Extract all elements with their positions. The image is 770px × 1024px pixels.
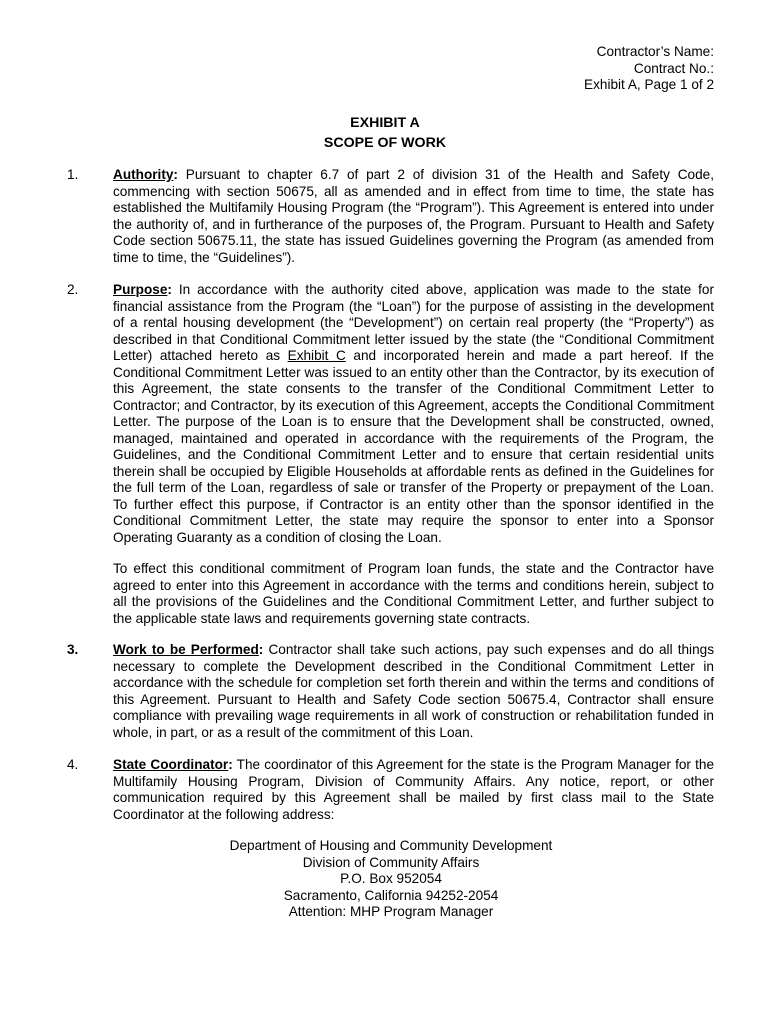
- section-text: The coordinator of this Agreement for the state is the Program Manager for the Multifamily Housing Program, Division of Community Affairs. Any notice, report, or other communication required by this Agreement shall be mailed by first class mail to the State Coordinator at the following address:: [113, 757, 715, 822]
- contract-number-label: Contract No.:: [633, 60, 714, 76]
- section-body: Authority: Pursuant to chapter 6.7 of part 2 of division 31 of the Health and Safety Code, commencing with section 50675, all as amended and in effect from time to time, the state has established the Multifamily Housing Program (the “Program”). This Agreement is entered into under the authority of, and in furtherance of the purposes of, the Program. Pursuant to Health and Safety Code section 50675.11, the state has issued Guidelines governing the Program (as amended from time to time, the “Guidelines”).: [113, 167, 714, 265]
- section-coordinator: [67, 757, 714, 823]
- section-text: Contractor shall take such actions, pay such expenses and do all things necessary to complete the Development described in the Conditional Commitment Letter in accordance with the schedule for completion set forth therein and within the terms and conditions of this Agreement. Pursuant to Health and Safety Code section 50675.4, Contractor shall ensure compliance with prevailing wage requirements in all work of construction or rehabilitation funded in whole, in part, or as a result of the commitment of this Loan.: [113, 642, 714, 740]
- section-text-continued: and incorporated herein and made a part hereof. If the Conditional Commitment Letter was issued to an entity other than the Contractor, by its execution of this Agreement, the state consents to the transfer of the Conditional Commitment Letter to Contractor; and Contractor, by its execution of this Agreement, accepts the Conditional Commitment Letter. The purpose of the Loan is to ensure that the Development shall be constructed, owned, managed, maintained and operated in accordance with the requirements of the Program, the Guidelines, and the Conditional Commitment Letter and to ensure that certain residential units therein shall be occupied by Eligible Households at affordable rents as defined in the Guidelines for the full term of the Loan, regardless of sale or transfer of the Property or prepayment of the Loan. To further effect this purpose, if Contractor is an entity other than the sponsor identified in the Conditional Commitment Letter, the state may require the sponsor to enter into a Sponsor Operating Guaranty as a condition of closing the Loan.: [113, 348, 714, 545]
- section-authority: [67, 167, 714, 266]
- document-title: [0, 113, 770, 153]
- section-number: 2.: [67, 282, 79, 297]
- purpose-paragraph-2: To effect this conditional commitment of Program loan funds, the state and the Contractor have agreed to enter into this Agreement in accordance with the terms and conditions herein, subject to all the provisions of the Guidelines and the Conditional Commitment Letter, and further subject to the applicable state laws and requirements governing state contracts.: [113, 561, 714, 626]
- section-text: Pursuant to chapter 6.7 of part 2 of division 31 of the Health and Safety Code, commencing with section 50675, all as amended and in effect from time to time, the state has established the Multifamily Housing Program (the “Program”). This Agreement is entered into under the authority of, and in furtherance of the purposes of, the Program. Pursuant to Health and Safety Code section 50675.11, the state has issued Guidelines governing the Program (as amended from time to time, the “Guidelines”).: [113, 167, 714, 265]
- contractor-name-label: Contractor’s Name:: [596, 44, 714, 59]
- document-header: [584, 44, 714, 94]
- section-body: State Coordinator: The coordinator of this Agreement for the state is the Program Manager for the Multifamily Housing Program, Division of Community Affairs. Any notice, report, or other communication required by this Agreement shall be mailed by first class mail to the State Coordinator at the following address:: [113, 757, 715, 822]
- section-label: Purpose: [113, 282, 168, 297]
- section-number: 1.: [67, 167, 79, 182]
- address-attention: Attention: MHP Program Manager: [288, 904, 494, 919]
- exhibit-reference: Exhibit C: [287, 348, 346, 363]
- section-label: State Coordinator: [113, 757, 229, 772]
- address-division: Division of Community Affairs: [302, 854, 480, 870]
- address-department: Department of Housing and Community Development: [229, 838, 553, 853]
- mailing-address: [113, 838, 669, 921]
- address-city: Sacramento, California 94252-2054: [283, 887, 499, 903]
- section-work: [67, 642, 714, 741]
- section-purpose: [67, 282, 714, 546]
- section-body: Work to be Performed: Contractor shall take such actions, pay such expenses and do all things necessary to complete the Development described in the Conditional Commitment Letter in accordance with the schedule for completion set forth therein and within the terms and conditions of this Agreement. Pursuant to Health and Safety Code section 50675.4, Contractor shall ensure compliance with prevailing wage requirements in all work of construction or rehabilitation funded in whole, in part, or as a result of the commitment of this Loan.: [113, 642, 714, 740]
- section-label: Work to be Performed: [113, 642, 259, 657]
- scope-title: SCOPE OF WORK: [323, 135, 447, 151]
- section-number: 4.: [67, 757, 79, 772]
- section-number: 3.: [67, 642, 79, 657]
- section-text: In accordance with the authority cited above, application was made to the state for financial assistance from the Program (the “Loan”) for the purpose of assisting in the development of a rental housing development (the “Development”) on certain real property (the “Property”) as described in that Conditional Commitment letter issued by the state (the “Conditional Commitment Letter) attached hereto as: [113, 282, 714, 363]
- exhibit-title: EXHIBIT A: [350, 115, 420, 131]
- page-reference: Exhibit A, Page 1 of 2: [584, 77, 714, 92]
- address-po-box: P.O. Box 952054: [340, 871, 442, 886]
- section-label: Authority: [113, 167, 174, 182]
- section-body: Purpose: In accordance with the authority cited above, application was made to the state for financial assistance from the Program (the “Loan”) for the purpose of assisting in the development of a rental housing development (the “Development”) on certain real property (the “Property”) as described in that Conditional Commitment letter issued by the state (the “Conditional Commitment Letter) attached hereto as Exhibit C and incorporated herein and made a part hereof. If the Conditional Commitment Letter was issued to an entity other than the Contractor, by its execution of this Agreement, the state consents to the transfer of the Conditional Commitment Letter to Contractor; and Contractor, by its execution of this Agreement, accepts the Conditional Commitment Letter. The purpose of the Loan is to ensure that the Development shall be constructed, owned, managed, maintained and operated in accordance with the requirements of the Program, the Guidelines, and the Conditional Commitment Letter and to ensure that certain residential units therein shall be occupied by Eligible Households at affordable rents as defined in the Guidelines for the full term of the Loan, regardless of sale or transfer of the Property or prepayment of the Loan. To further effect this purpose, if Contractor is an entity other than the sponsor identified in the Conditional Commitment Letter, the state may require the sponsor to enter into a Sponsor Operating Guaranty as a condition of closing the Loan.: [113, 282, 714, 545]
